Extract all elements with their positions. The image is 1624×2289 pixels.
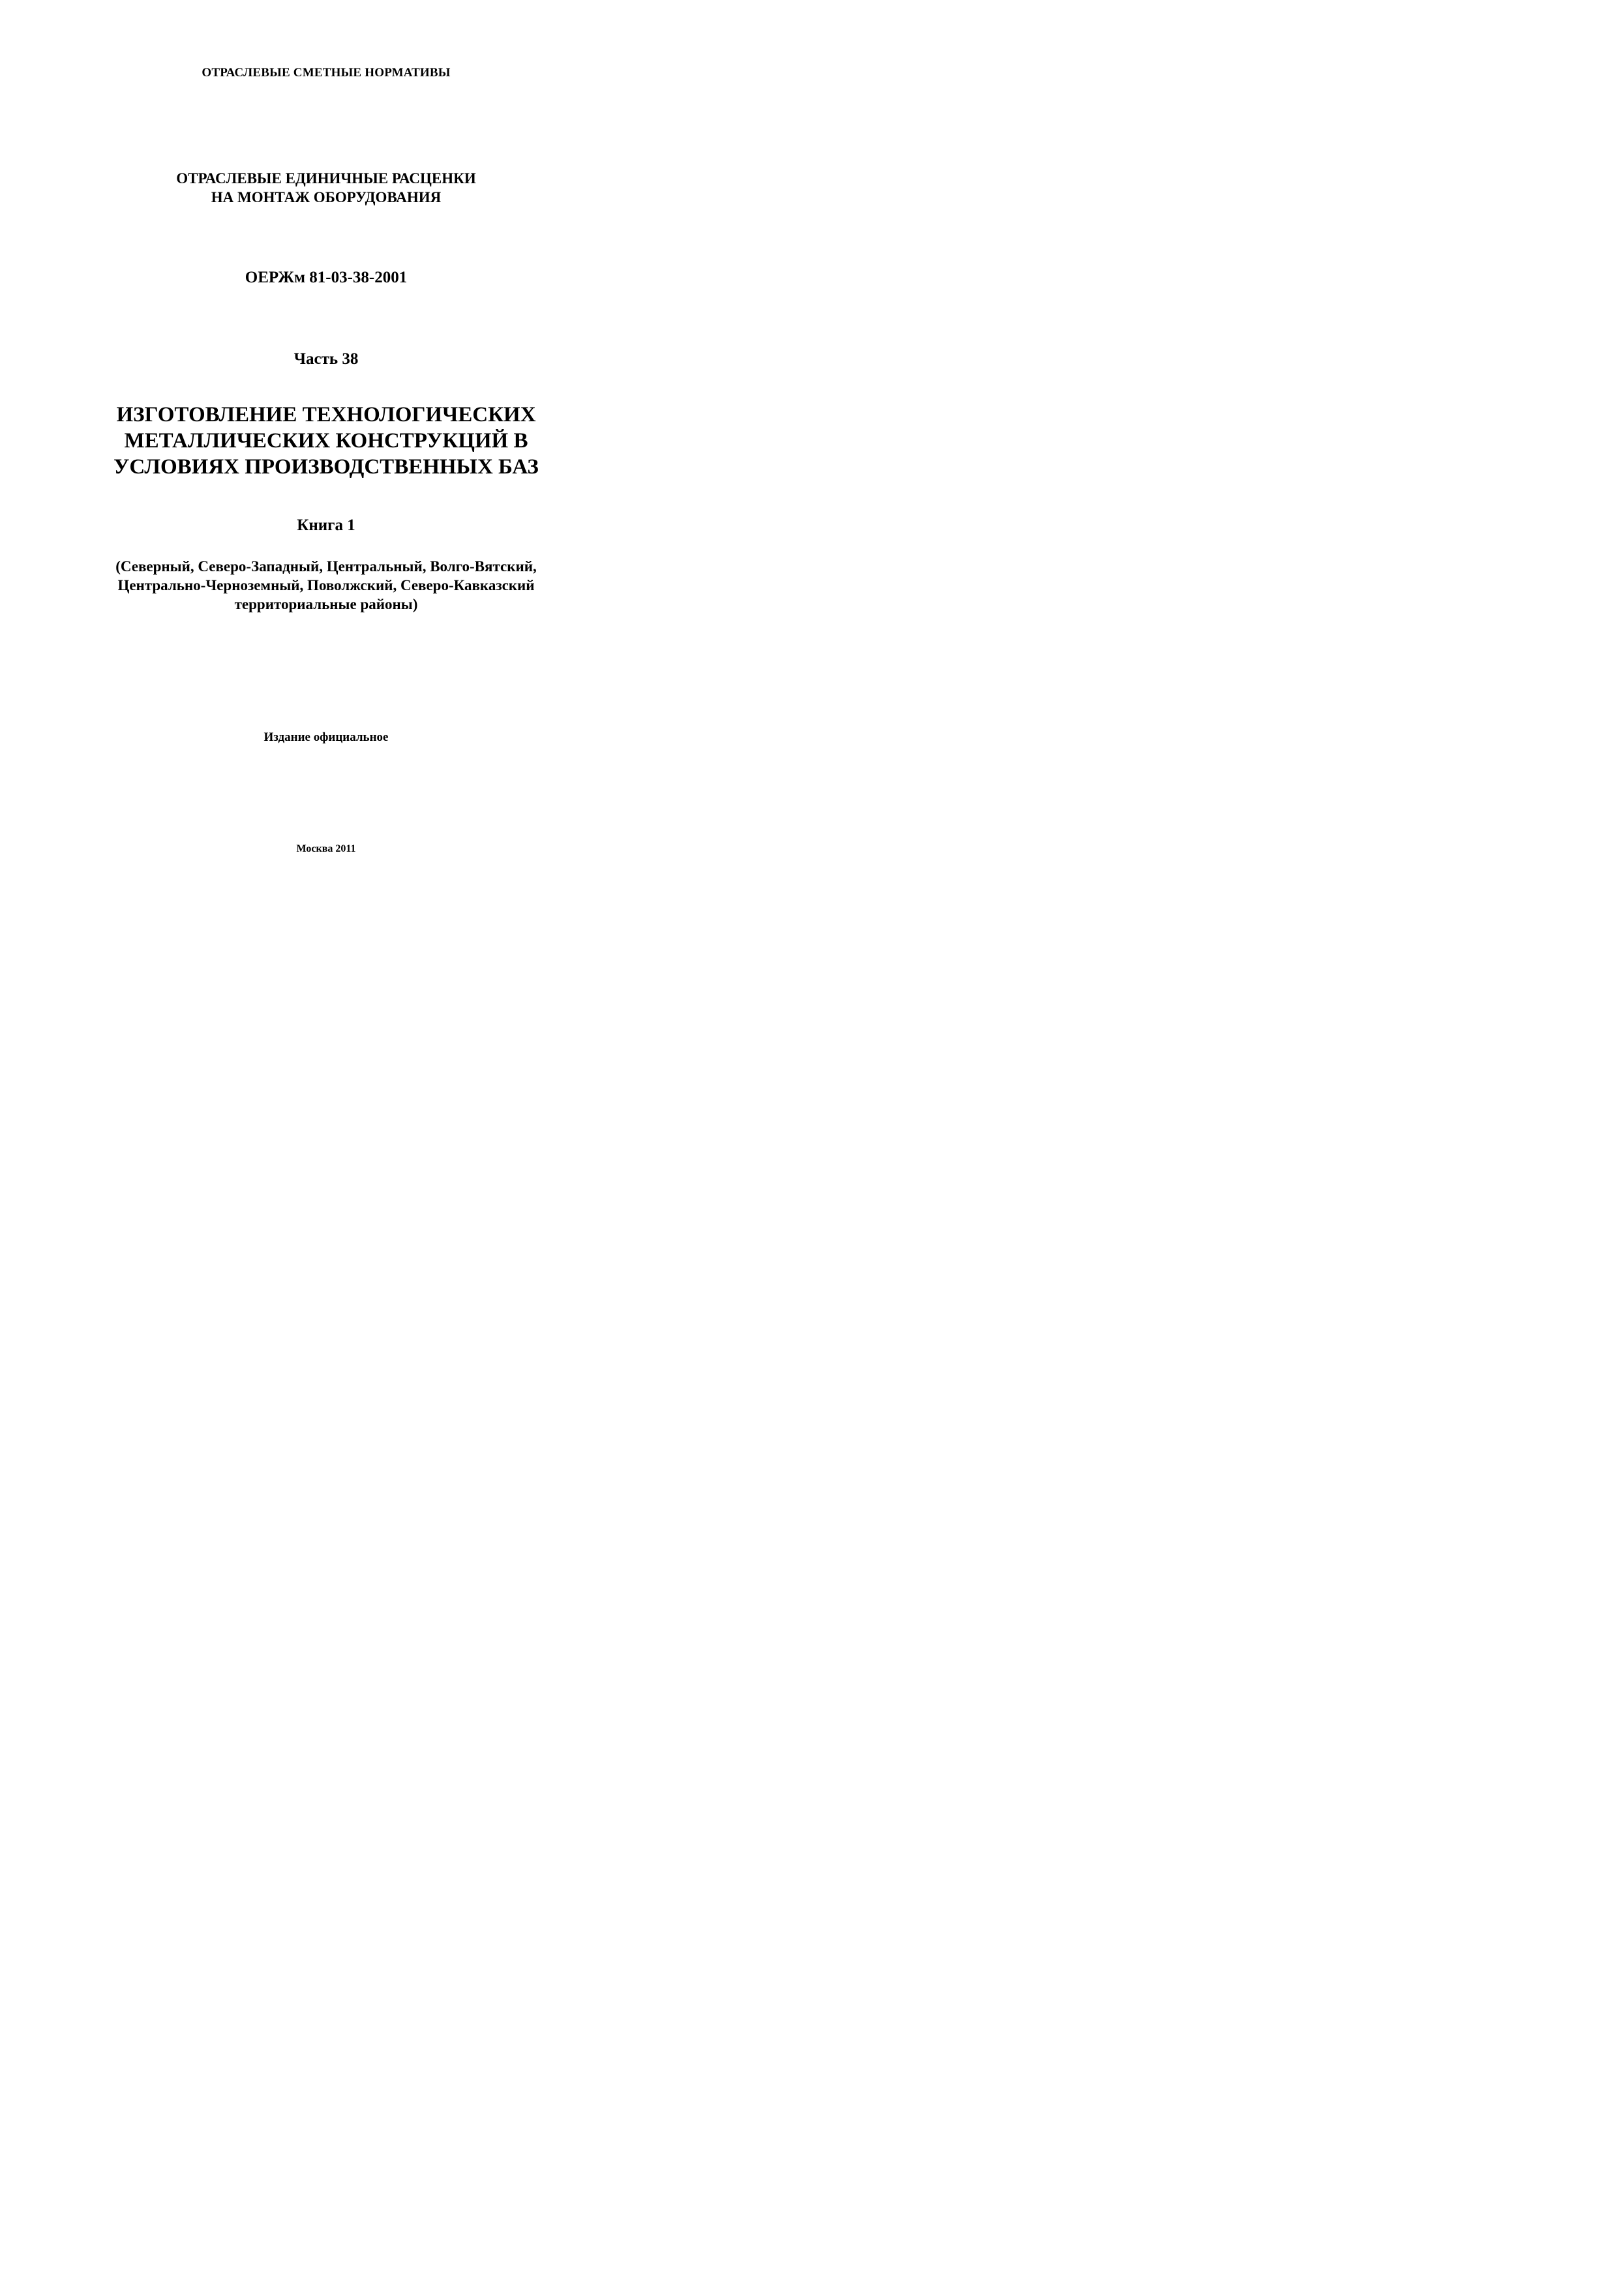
standards-header: ОТРАСЛЕВЫЕ СМЕТНЫЕ НОРМАТИВЫ [202,66,451,80]
document-code: ОЕРЖм 81-03-38-2001 [245,269,408,286]
document-page [0,0,652,920]
book-number: Книга 1 [297,516,355,534]
regions-line-3: территориальные районы) [234,596,418,612]
imprint-city-year: Москва 2011 [296,843,356,854]
regions-line-1: (Северный, Северо-Западный, Центральный, Волго-Вятский, [115,558,537,575]
main-title-line-3: УСЛОВИЯХ ПРОИЗВОДСТВЕННЫХ БАЗ [113,455,539,479]
edition-note: Издание официальное [263,730,389,744]
main-title-line-1: ИЗГОТОВЛЕНИЕ ТЕХНОЛОГИЧЕСКИХ [116,403,536,426]
regions-line-2: Центрально-Черноземный, Поволжский, Северо-Кавказский [117,577,535,593]
series-title-line-2: НА МОНТАЖ ОБОРУДОВАНИЯ [211,189,442,205]
part-number: Часть 38 [293,350,359,368]
series-title-line-1: ОТРАСЛЕВЫЕ ЕДИНИЧНЫЕ РАСЦЕНКИ [176,170,476,187]
main-title-line-2: МЕТАЛЛИЧЕСКИХ КОНСТРУКЦИЙ В [124,429,528,453]
